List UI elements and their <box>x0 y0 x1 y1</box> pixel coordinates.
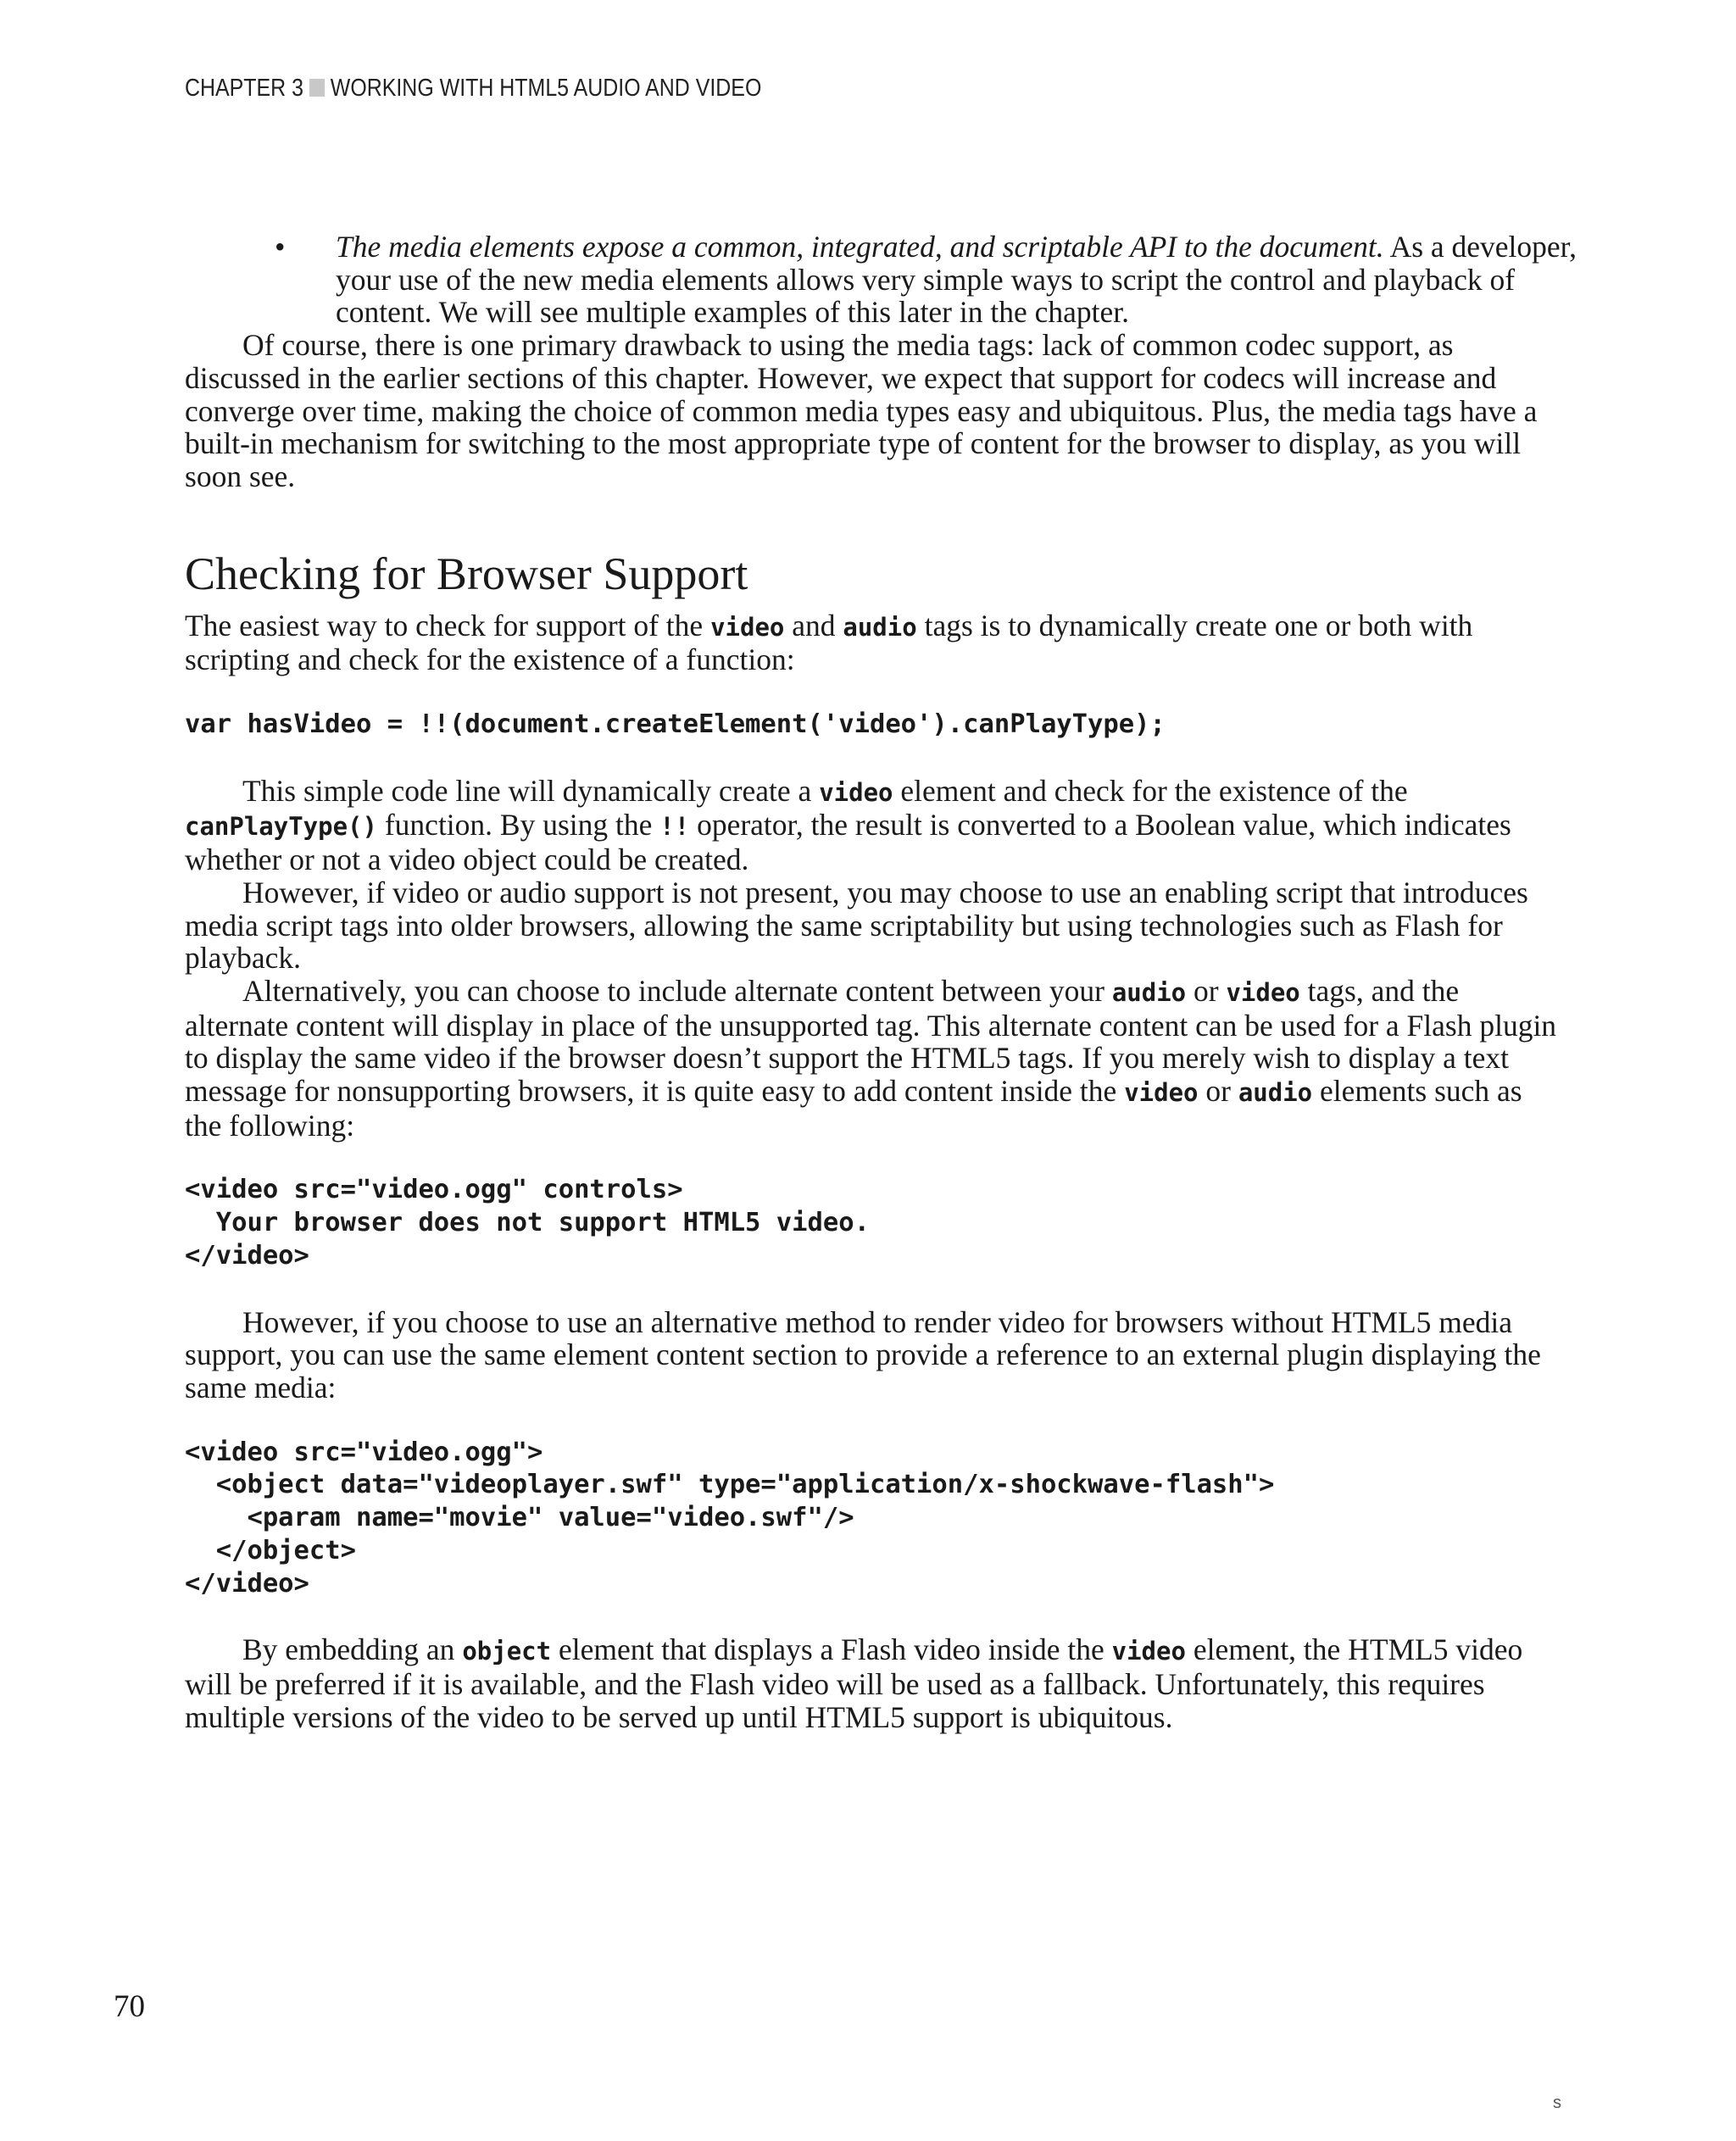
bullet-marker: • <box>275 230 286 264</box>
inline-code: video <box>1111 1637 1186 1666</box>
page-number: 70 <box>114 1989 145 2024</box>
text-run: This simple code line will dynamically create a <box>242 773 820 808</box>
paragraph-alternative-method: However, if you choose to use an alternative method to render video for browsers without HTML5 media support, you can use the same element content section to provide a reference to an external plugin displaying the same media: <box>185 1304 1541 1404</box>
text-run: The easiest way to check for support of the <box>185 608 711 642</box>
inline-code: canPlayType() <box>185 812 377 842</box>
header-separator-square <box>309 79 325 97</box>
running-header <box>185 75 761 103</box>
text-run: Alternatively, you can choose to include alternate content between your <box>242 973 1112 1008</box>
text-run: elements such as the following: <box>185 1074 1522 1143</box>
inline-code: !! <box>659 812 690 842</box>
paragraph-drawback: Of course, there is one primary drawback to using the media tags: lack of common codec support, as discussed in the earlier sections of this chapter. However, we expect that support for codecs will increase and converge over time, making the choice of common media types easy and ubiquitous. Plus, the media tags have a built-in mechanism for switching to the most appropriate type of content for the browser to display, as you will soon see. <box>185 328 1538 493</box>
paragraph-embedding-object <box>185 1633 1558 1733</box>
chapter-label: CHAPTER 3 <box>185 75 303 102</box>
corner-mark: s <box>1553 2094 1561 2112</box>
text-run: function. By using the <box>376 808 660 842</box>
code-block-video-fallback-text: <video src="video.ogg" controls> Your browser does not support HTML5 video. </video> <box>185 1175 870 1271</box>
inline-code: video <box>1226 977 1300 1007</box>
paragraph-enabling-script: However, if video or audio support is not present, you may choose to use an enabling script that introduces media script tags into older browsers, allowing the same scriptability but using technologies such as Flash for playback. <box>185 875 1528 976</box>
text-run: or <box>1198 1074 1238 1109</box>
inline-code: audio <box>1238 1078 1313 1108</box>
bullet-italic-text: The media elements expose a common, integrated, and scriptable API to the document. <box>336 230 1384 264</box>
code-block-video-object: <video src="video.ogg"> <object data="videoplayer.swf" type="application/x-shockwave-flash"> <param name="movie" value="video.swf"/> </object> </video> <box>185 1437 1275 1599</box>
text-run: or <box>1186 973 1227 1008</box>
inline-code: audio <box>1111 977 1187 1007</box>
chapter-title: WORKING WITH HTML5 AUDIO AND VIDEO <box>330 75 762 102</box>
inline-code: audio <box>843 612 917 642</box>
text-run: By embedding an <box>242 1632 463 1667</box>
inline-code: video <box>1124 1078 1199 1108</box>
text-run: operator, the result is converted to a Boolean value, which indicates whether or not a video object could be created. <box>185 808 1511 877</box>
code-block-has-video: var hasVideo = !!(document.createElement('video').canPlayType); <box>185 709 1166 740</box>
text-run: tags is to dynamically create one or both with scripting and check for the existence of a function: <box>185 608 1473 677</box>
inline-code: video <box>819 777 893 807</box>
bullet-item <box>185 231 1590 329</box>
text-run: element that displays a Flash video inside the <box>551 1632 1112 1667</box>
inline-code: video <box>710 612 785 642</box>
text-run: tags, and the alternate content will display in place of the unsupported tag. This alternate content can be used for a Flash plugin to display the same video if the browser doesn’t support the HTML5 tags. If you merely wish to display a text message for nonsupporting browsers, it is quite easy to add content inside the <box>185 973 1557 1109</box>
section-heading: Checking for Browser Support <box>185 548 748 599</box>
inline-code: object <box>462 1637 552 1666</box>
bullet-text: As a developer, your use of the new media elements allows very simple ways to script the control and playback of content. We will see multiple examples of this later in the chapter. <box>336 230 1577 330</box>
page-body <box>185 230 1577 1734</box>
text-run: and <box>784 608 843 642</box>
text-run: element and check for the existence of the <box>893 773 1408 808</box>
text-run: element, the HTML5 video will be preferred if it is available, and the Flash video will be used as a fallback. Unfortunately, this requires multiple versions of the video to be served up until HTML5 support is ubiquitous. <box>185 1632 1523 1734</box>
paragraph-alternate-content <box>185 975 1558 1143</box>
paragraph-easiest-way <box>185 609 1558 676</box>
paragraph-simple-code <box>185 775 1558 876</box>
